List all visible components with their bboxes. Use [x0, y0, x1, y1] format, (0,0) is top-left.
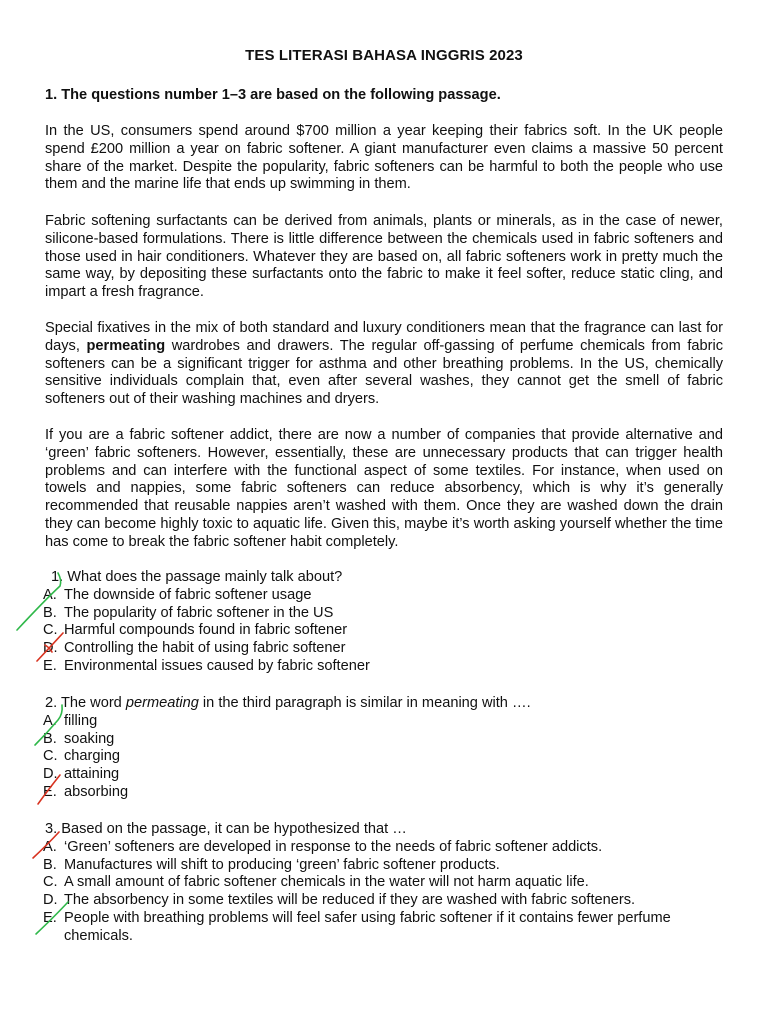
- passage-paragraph-4: If you are a fabric softener addict, there are now a number of companies that provide alternative and ‘green’ fabric softeners. However, essentially, these are unnecessary products that can trigger health problems and can interfere with the functional aspect of some textiles. For instance, when used on towels and nappies, some fabric softeners can reduce absorbency, which is why it’s generally recommended that reusable nappies aren’t washed with them. Once they are washed down the drain they can become highly toxic to aquatic life. Given this, maybe it’s worth asking yourself whether the time has come to break the fabric softener habit completely.: [45, 427, 723, 550]
- option-b: B. Manufactures will shift to producing ‘green’ fabric softener products.: [43, 856, 500, 873]
- keyword-italic: permeating: [125, 695, 199, 711]
- p3-text-before: Special fixatives in the mix of both standard and luxury conditioners mean that the fragrance can last for days,: [45, 320, 723, 354]
- option-c: C. charging: [43, 748, 120, 765]
- question-3: [45, 821, 735, 946]
- passage-paragraph-3: [45, 320, 723, 409]
- option-d: D. The absorbency in some textiles will be reduced if they are washed with fabric softeners.: [43, 892, 636, 909]
- question-1: [45, 569, 735, 676]
- option-c: C. A small amount of fabric softener chemicals in the water will not harm aquatic life.: [43, 874, 589, 891]
- keyword-permeating: permeating: [86, 337, 166, 354]
- option-a: A. The downside of fabric softener usage: [43, 586, 312, 603]
- option-d: D. attaining: [43, 766, 120, 783]
- question-stem: 3. Based on the passage, it can be hypothesized that …: [45, 821, 407, 837]
- p3-text-after: wardrobes and drawers. The regular off-gassing of perfume chemicals from fabric softeners can be a significant trigger for asthma and other breathing problems. In the US, chemically sensitive individuals complain that, even after several washes, they cannot get the smell of fabric softeners out of their washing machines and dryers.: [45, 337, 723, 408]
- option-a: A. ‘Green’ softeners are developed in response to the needs of fabric softener addicts.: [43, 838, 603, 855]
- option-a: A. filling: [43, 712, 98, 729]
- passage-paragraph-2: Fabric softening surfactants can be derived from animals, plants or minerals, as in the case of newer, silicone-based formulations. There is little difference between the chemicals used in fabric softeners and those used in hair conditioners. Whatever they are based on, all fabric softeners work in pretty much the same way, by depositing these surfactants onto the fabric to make it feel softer, reduce static cling, and impart a fresh fragrance.: [45, 213, 723, 301]
- page-title: TES LITERASI BAHASA INGGRIS 2023: [245, 47, 523, 64]
- option-b: B. soaking: [43, 730, 115, 747]
- passage-paragraph-1: In the US, consumers spend around $700 million a year keeping their fabrics soft. In the UK people spend £200 million a year on fabric softener. A giant manufacturer even claims a massive 50 percent share of the market. Despite the popularity, fabric softeners can be harmful to both the people who use them and the marine life that ends up swimming in them.: [45, 123, 723, 193]
- option-e: E. Environmental issues caused by fabric softener: [43, 657, 370, 674]
- option-c: C. Harmful compounds found in fabric softener: [43, 622, 348, 639]
- option-e: E. People with breathing problems will feel safer using fabric softener if it contains fewer perfume chemicals.: [43, 909, 671, 944]
- instruction-heading: 1. The questions number 1–3 are based on the following passage.: [45, 87, 501, 103]
- option-d: D. Controlling the habit of using fabric softener: [43, 640, 346, 657]
- question-stem: 2. The word permeating in the third paragraph is similar in meaning with ….: [45, 695, 531, 711]
- option-b: B. The popularity of fabric softener in the US: [43, 604, 334, 621]
- question-2: [45, 695, 735, 802]
- option-e: E. absorbing: [43, 783, 129, 800]
- question-stem: 1. What does the passage mainly talk about?: [51, 569, 343, 585]
